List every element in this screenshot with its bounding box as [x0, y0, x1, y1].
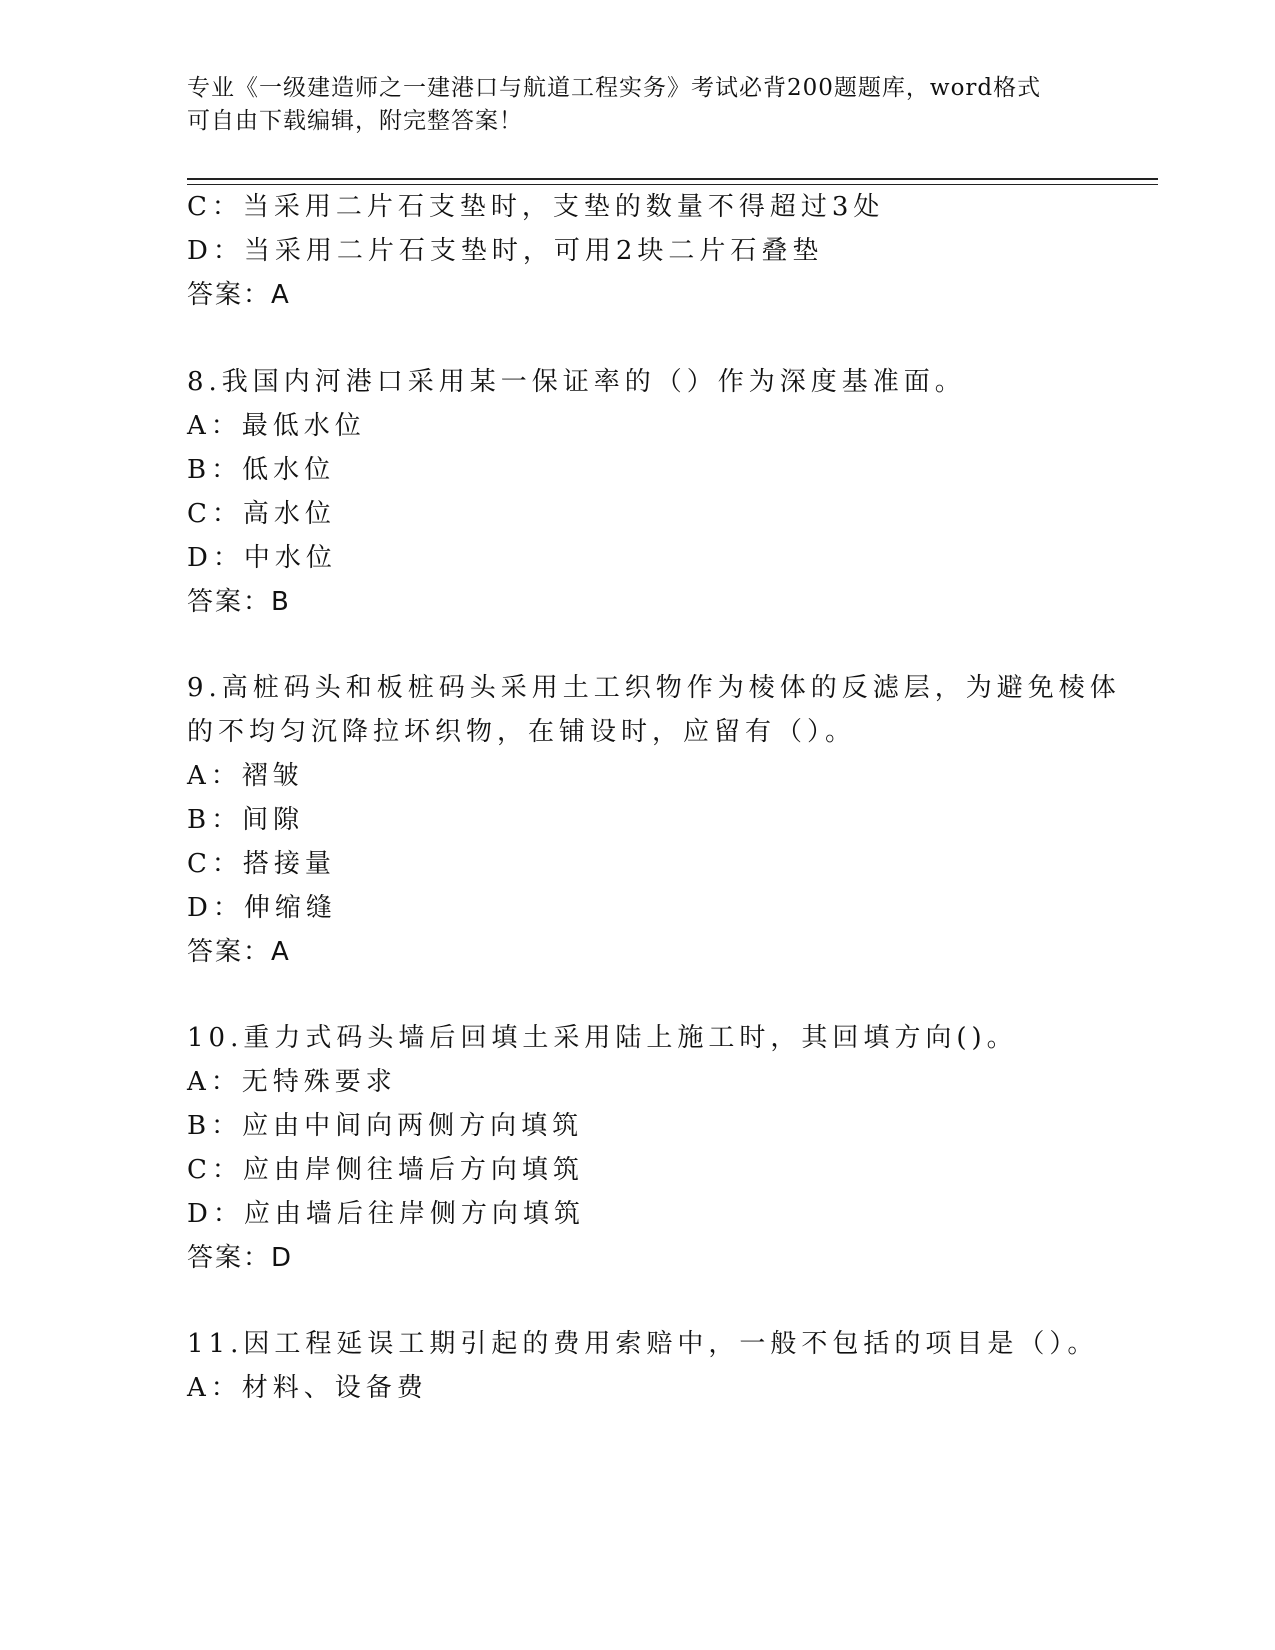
q9-option-c: C：搭接量: [187, 849, 336, 879]
q7-option-c: C：当采用二片石支垫时，支垫的数量不得超过3处: [187, 192, 885, 222]
header-title-line-1: 专业《一级建造师之一建港口与航道工程实务》考试必背200题题库，word格式: [187, 75, 1042, 101]
q8-option-b: B：低水位: [187, 455, 336, 485]
q10-option-d: D：应由墙后往岸侧方向填筑: [187, 1199, 585, 1229]
q7-option-d: D：当采用二片石支垫时，可用2块二片石叠垫: [187, 236, 824, 266]
q8-answer: 答案：B: [187, 587, 291, 617]
header-divider-thin: [187, 184, 1158, 185]
q9-stem-line-1: 9.高桩码头和板桩码头采用土工织物作为棱体的反滤层，为避免棱体: [187, 673, 1121, 703]
q9-option-b: B：间隙: [187, 805, 305, 835]
q11-option-a: A：材料、设备费: [187, 1373, 428, 1403]
document-header: [187, 72, 1067, 138]
q11-stem: 11.因工程延误工期引起的费用索赔中，一般不包括的项目是（）。: [187, 1329, 1099, 1359]
q7-answer: 答案：A: [187, 280, 291, 310]
q10-option-b: B：应由中间向两侧方向填筑: [187, 1111, 584, 1141]
q10-option-c: C：应由岸侧往墙后方向填筑: [187, 1155, 584, 1185]
header-divider-thick: [187, 178, 1158, 180]
q8-option-d: D：中水位: [187, 543, 337, 573]
q9-option-a: A：褶皱: [187, 761, 304, 791]
q10-stem: 10.重力式码头墙后回填土采用陆上施工时，其回填方向()。: [187, 1023, 1018, 1053]
q9-option-d: D：伸缩缝: [187, 893, 337, 923]
header-title-line-2: 可自由下载编辑，附完整答案！: [187, 108, 523, 134]
q10-option-a: A：无特殊要求: [187, 1067, 397, 1097]
q8-stem: 8.我国内河港口采用某一保证率的（）作为深度基准面。: [187, 367, 966, 397]
q9-stem-line-2: 的不均匀沉降拉坏织物，在铺设时，应留有（）。: [187, 717, 857, 747]
q10-answer: 答案：D: [187, 1243, 294, 1273]
q8-option-a: A：最低水位: [187, 411, 366, 441]
q9-answer: 答案：A: [187, 937, 291, 967]
q8-option-c: C：高水位: [187, 499, 336, 529]
